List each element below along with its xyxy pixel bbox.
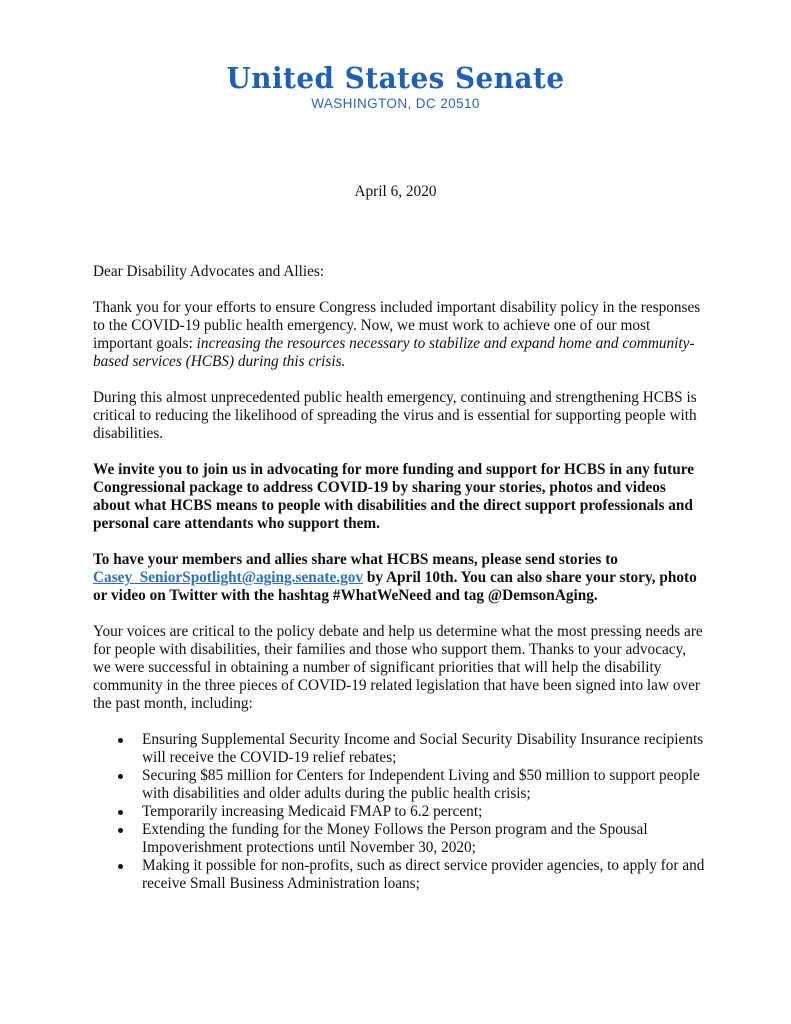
bullet-icon — [118, 828, 123, 833]
list-item — [115, 821, 705, 857]
email-link[interactable]: Casey_SeniorSpotlight@aging.senate.gov — [93, 569, 364, 586]
letter-date: April 6, 2020 — [354, 183, 437, 200]
list-item — [115, 803, 705, 821]
paragraph-invitation: We invite you to join us in advocating for more funding and support for HCBS in any future Congressional package to address COVID-19 by sharing your stories, photos and videos about what HCBS means to people with disabilities and the direct support professionals and personal care attendants who support them. — [93, 461, 695, 532]
bullet-icon — [118, 864, 123, 869]
paragraph-submission — [93, 551, 705, 605]
bullet-icon — [118, 810, 123, 815]
priorities-list-wrap — [115, 731, 705, 893]
intro-text: Thank you for your efforts to ensure Congress included important disability policy in the responses to the COVID-19 public health emergency. Now, we must work to achieve one of our most important goals: — [93, 299, 701, 352]
senate-address: WASHINGTON, DC 20510 — [311, 96, 480, 111]
bullet-icon — [118, 774, 123, 779]
paragraph-hcbs-importance: During this almost unprecedented public health emergency, continuing and strengthening HCBS is critical to reducing the likelihood of spreading the virus and is essential for supporting people with disabilities. — [93, 389, 697, 442]
list-item — [115, 857, 705, 893]
intro-goal-italic: increasing the resources necessary to stabilize and expand home and community-based services (HCBS) during this crisis. — [93, 335, 695, 370]
paragraph-intro — [93, 299, 705, 371]
list-item-text: Securing $85 million for Centers for Independent Living and $50 million to support people with disabilities and older adults during the public health crisis; — [142, 767, 700, 802]
list-item-text: Temporarily increasing Medicaid FMAP to 6.2 percent; — [142, 803, 483, 820]
paragraph-voices: Your voices are critical to the policy debate and help us determine what the most pressing needs are for people with disabilities, their families and those who support them. Thanks to your advocacy, we were successful in obtaining a number of significant priorities that will help the disability community in the three pieces of COVID-19 related legislation that have been signed into law over the past month, including: — [93, 623, 703, 712]
letterhead — [0, 62, 791, 112]
senate-title: United States Senate — [226, 61, 565, 95]
salutation: Dear Disability Advocates and Allies: — [93, 263, 325, 280]
list-item-text: Making it possible for non-profits, such as direct service provider agencies, to apply for and receive Small Business Administration loans; — [142, 857, 705, 892]
list-item — [115, 731, 705, 767]
bullet-icon — [118, 738, 123, 743]
letter-body — [93, 263, 705, 893]
list-item-text: Extending the funding for the Money Follows the Person program and the Spousal Impoverishment protections until November 30, 2020; — [142, 821, 648, 856]
list-item-text: Ensuring Supplemental Security Income and Social Security Disability Insurance recipients will receive the COVID-19 relief rebates; — [142, 731, 704, 766]
submission-text-before: To have your members and allies share what HCBS means, please send stories to — [93, 551, 618, 568]
list-item — [115, 767, 705, 803]
submission-text-after: by April 10th. You can also share your story, photo or video on Twitter with the hashtag #WhatWeNeed and tag @DemsonAging. — [93, 569, 697, 604]
priorities-list — [115, 731, 705, 893]
